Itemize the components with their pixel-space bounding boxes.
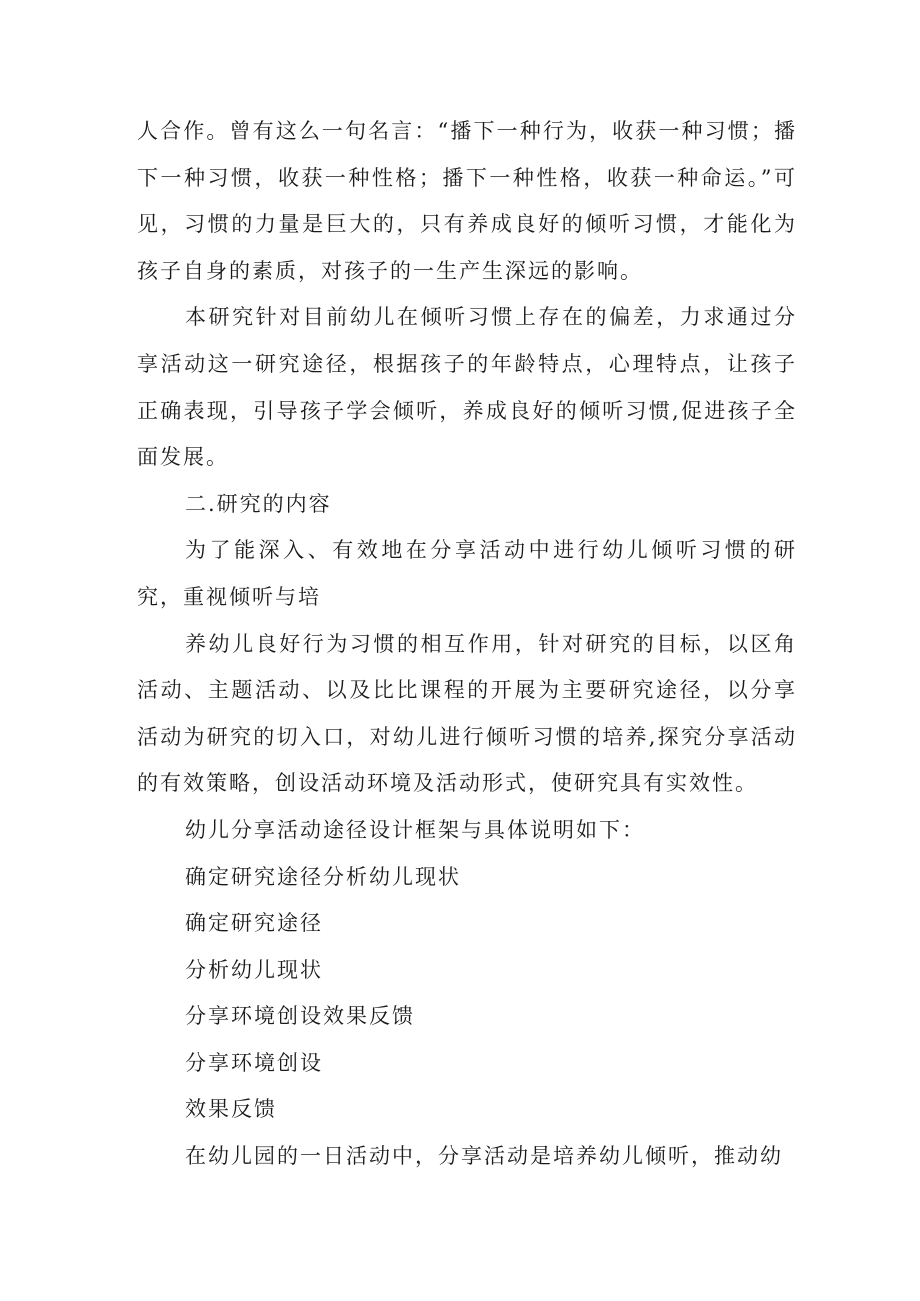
section-heading-research-content: 二.研究的内容 (185, 491, 332, 516)
framework-item: 效果反馈 (185, 1097, 277, 1122)
paragraph-research-strategy: 养幼儿良好行为习惯的相互作用，针对研究的目标，以区角活动、主题活动、以及比比课程的开展为主要研究途径，以分享活动为研究的切入口，对幼儿进行倾听习惯的培养,探究分享活动的有效策略，创设活动环境及活动形式，使研究具有实效性。 (137, 631, 797, 796)
paragraph-habit-quote: 人合作。曾有这么一句名言：“播下一种行为，收获一种习惯；播下一种习惯，收获一种性格；播下一种性格，收获一种命运。”可见，习惯的力量是巨大的，只有养成良好的倾听习惯，才能化为孩子自身的素质，对孩子的一生产生深远的影响。 (137, 119, 797, 283)
framework-item: 分享环境创设效果反馈 (185, 1004, 415, 1029)
paragraph-research-content-intro: 为了能深入、有效地在分享活动中进行幼儿倾听习惯的研究，重视倾听与培 (137, 538, 797, 609)
document-body (137, 108, 797, 1180)
framework-item: 确定研究途径 (185, 911, 323, 936)
framework-item: 分析幼儿现状 (185, 957, 323, 982)
paragraph-framework-intro: 幼儿分享活动途径设计框架与具体说明如下： (185, 817, 645, 842)
framework-item: 确定研究途径分析幼儿现状 (185, 864, 461, 889)
paragraph-closing: 在幼儿园的一日活动中，分享活动是培养幼儿倾听，推动幼 (185, 1144, 783, 1169)
paragraph-research-aim: 本研究针对目前幼儿在倾听习惯上存在的偏差，力求通过分享活动这一研究途径，根据孩子的年龄特点，心理特点，让孩子正确表现，引导孩子学会倾听，养成良好的倾听习惯,促进孩子全面发展。 (137, 305, 797, 470)
framework-item: 分享环境创设 (185, 1050, 323, 1075)
